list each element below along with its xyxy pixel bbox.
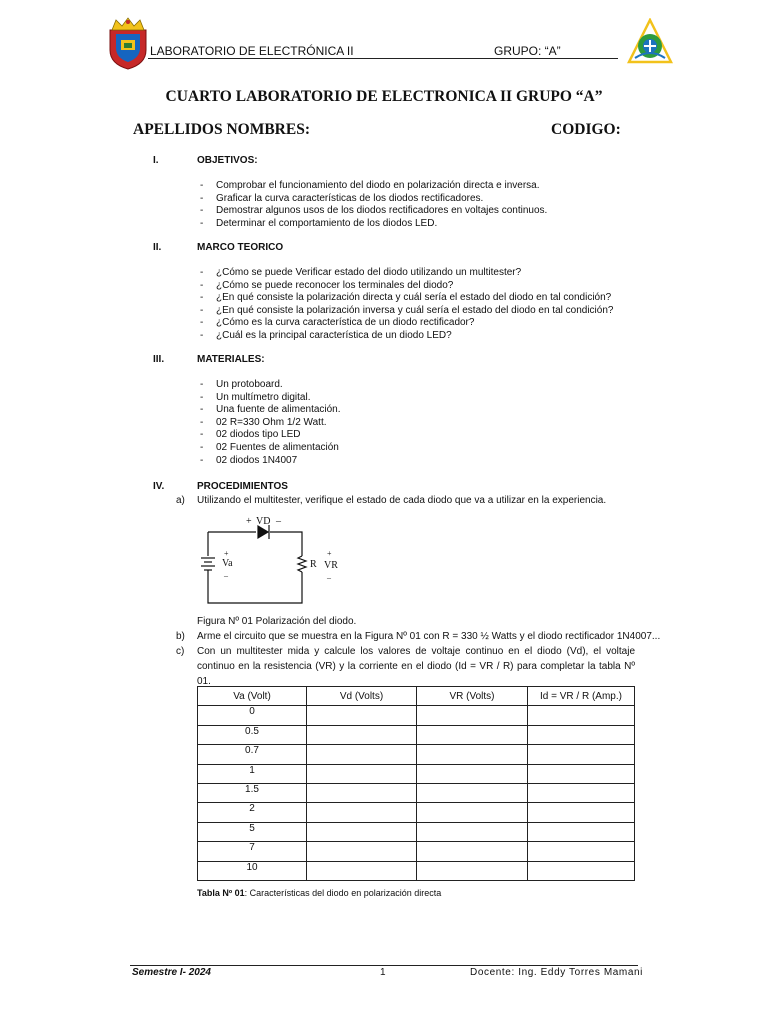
vr-input-cell[interactable] [417,725,528,744]
table-row [198,706,635,725]
circuit-diagram [196,510,346,610]
id-input-cell[interactable] [528,803,635,822]
id-input-cell[interactable] [528,842,635,861]
table-row [198,842,635,861]
diode-symbol [258,525,269,539]
va-plus-sign: + [224,549,229,558]
section-number: IV. [153,481,165,492]
table-row [198,745,635,764]
header-course-title: LABORATORIO DE ELECTRÓNICA II [150,44,354,58]
section-title-materials: MATERIALES: [197,354,265,365]
vr-label: VR [324,560,338,571]
va-label: Va [222,558,233,569]
vr-input-cell[interactable] [417,842,528,861]
vr-minus-sign: – [327,573,331,582]
section-number: III. [153,354,165,365]
va-cell: 1 [198,764,307,783]
faculty-logo [627,18,673,66]
vd-input-cell[interactable] [307,783,417,802]
document-title: CUARTO LABORATORIO DE ELECTRONICA II GRUPO “A” [165,88,603,105]
resistor-symbol [298,556,306,572]
vr-input-cell[interactable] [417,783,528,802]
vd-input-cell[interactable] [307,861,417,880]
footer-page-number: 1 [380,967,386,978]
header-rule [148,58,618,59]
table-caption-text: : Características del diodo en polarización directa [244,888,442,898]
vd-input-cell[interactable] [307,706,417,725]
column-header: Id = VR / R (Amp.) [528,687,635,706]
vd-input-cell[interactable] [307,822,417,841]
resistor-label: R [310,559,317,570]
id-input-cell[interactable] [528,725,635,744]
table-row [198,803,635,822]
va-cell: 0.5 [198,725,307,744]
id-input-cell[interactable] [528,861,635,880]
vd-input-cell[interactable] [307,745,417,764]
section-title-procedures: PROCEDIMIENTOS [197,481,288,492]
vd-plus-sign: + [246,516,252,527]
vr-input-cell[interactable] [417,745,528,764]
vd-input-cell[interactable] [307,842,417,861]
va-cell: 2 [198,803,307,822]
vr-input-cell[interactable] [417,764,528,783]
name-field-label: APELLIDOS NOMBRES: [133,121,310,138]
id-input-cell[interactable] [528,822,635,841]
section-number: II. [153,242,162,253]
va-cell: 10 [198,861,307,880]
table-row [198,822,635,841]
table-row [198,783,635,802]
vr-input-cell[interactable] [417,861,528,880]
vd-input-cell[interactable] [307,764,417,783]
footer-teacher: Docente: Ing. Eddy Torres Mamani [470,967,643,978]
va-cell: 1.5 [198,783,307,802]
vd-input-cell[interactable] [307,725,417,744]
column-header: VR (Volts) [417,687,528,706]
header-group: GRUPO: “A” [494,44,561,58]
table-row [198,725,635,744]
code-field-label: CODIGO: [551,121,621,138]
va-minus-sign: – [224,571,228,580]
table-row [198,861,635,880]
vr-input-cell[interactable] [417,822,528,841]
section-title-theory: MARCO TEORICO [197,242,284,253]
vd-label: VD [256,516,271,527]
step-letter: c) [176,646,185,657]
vr-input-cell[interactable] [417,706,528,725]
column-header: Va (Volt) [198,687,307,706]
table-row [198,764,635,783]
section-number: I. [153,155,159,166]
step-letter: b) [176,631,185,642]
diode-characteristics-table [197,686,635,881]
id-input-cell[interactable] [528,706,635,725]
figure-caption: Figura Nº 01 Polarización del diodo. [197,616,357,627]
footer-semester: Semestre I- 2024 [132,967,211,978]
step-b-text: Arme el circuito que se muestra en la Figura Nº 01 con R = 330 ½ Watts y el diodo rectificador 1N4007... [197,631,661,642]
table-caption [197,888,441,898]
table-caption-label: Tabla Nº 01 [197,888,245,898]
id-input-cell[interactable] [528,783,635,802]
va-cell: 0.7 [198,745,307,764]
step-letter: a) [176,495,185,506]
vd-input-cell[interactable] [307,803,417,822]
section-title-objectives: OBJETIVOS: [197,155,258,166]
vr-plus-sign: + [327,549,332,558]
battery-symbol [201,558,215,570]
id-input-cell[interactable] [528,745,635,764]
footer-rule [130,965,638,966]
step-c-text: Con un multitester mida y calcule los valores de voltaje continuo en el diodo (Vd), el voltaje continuo en la resistencia (VR) y la corriente en el diodo (Id = VR / R) para completar la tabla Nº 01. [197,646,635,687]
va-cell: 0 [198,706,307,725]
va-cell: 5 [198,822,307,841]
vd-minus-sign: – [276,516,281,527]
vr-input-cell[interactable] [417,803,528,822]
step-a-text: Utilizando el multitester, verifique el estado de cada diodo que va a utilizar en la experiencia. [197,495,607,506]
id-input-cell[interactable] [528,764,635,783]
table-header-row [198,687,635,706]
column-header: Vd (Volts) [307,687,417,706]
university-shield-logo [106,16,150,70]
va-cell: 7 [198,842,307,861]
